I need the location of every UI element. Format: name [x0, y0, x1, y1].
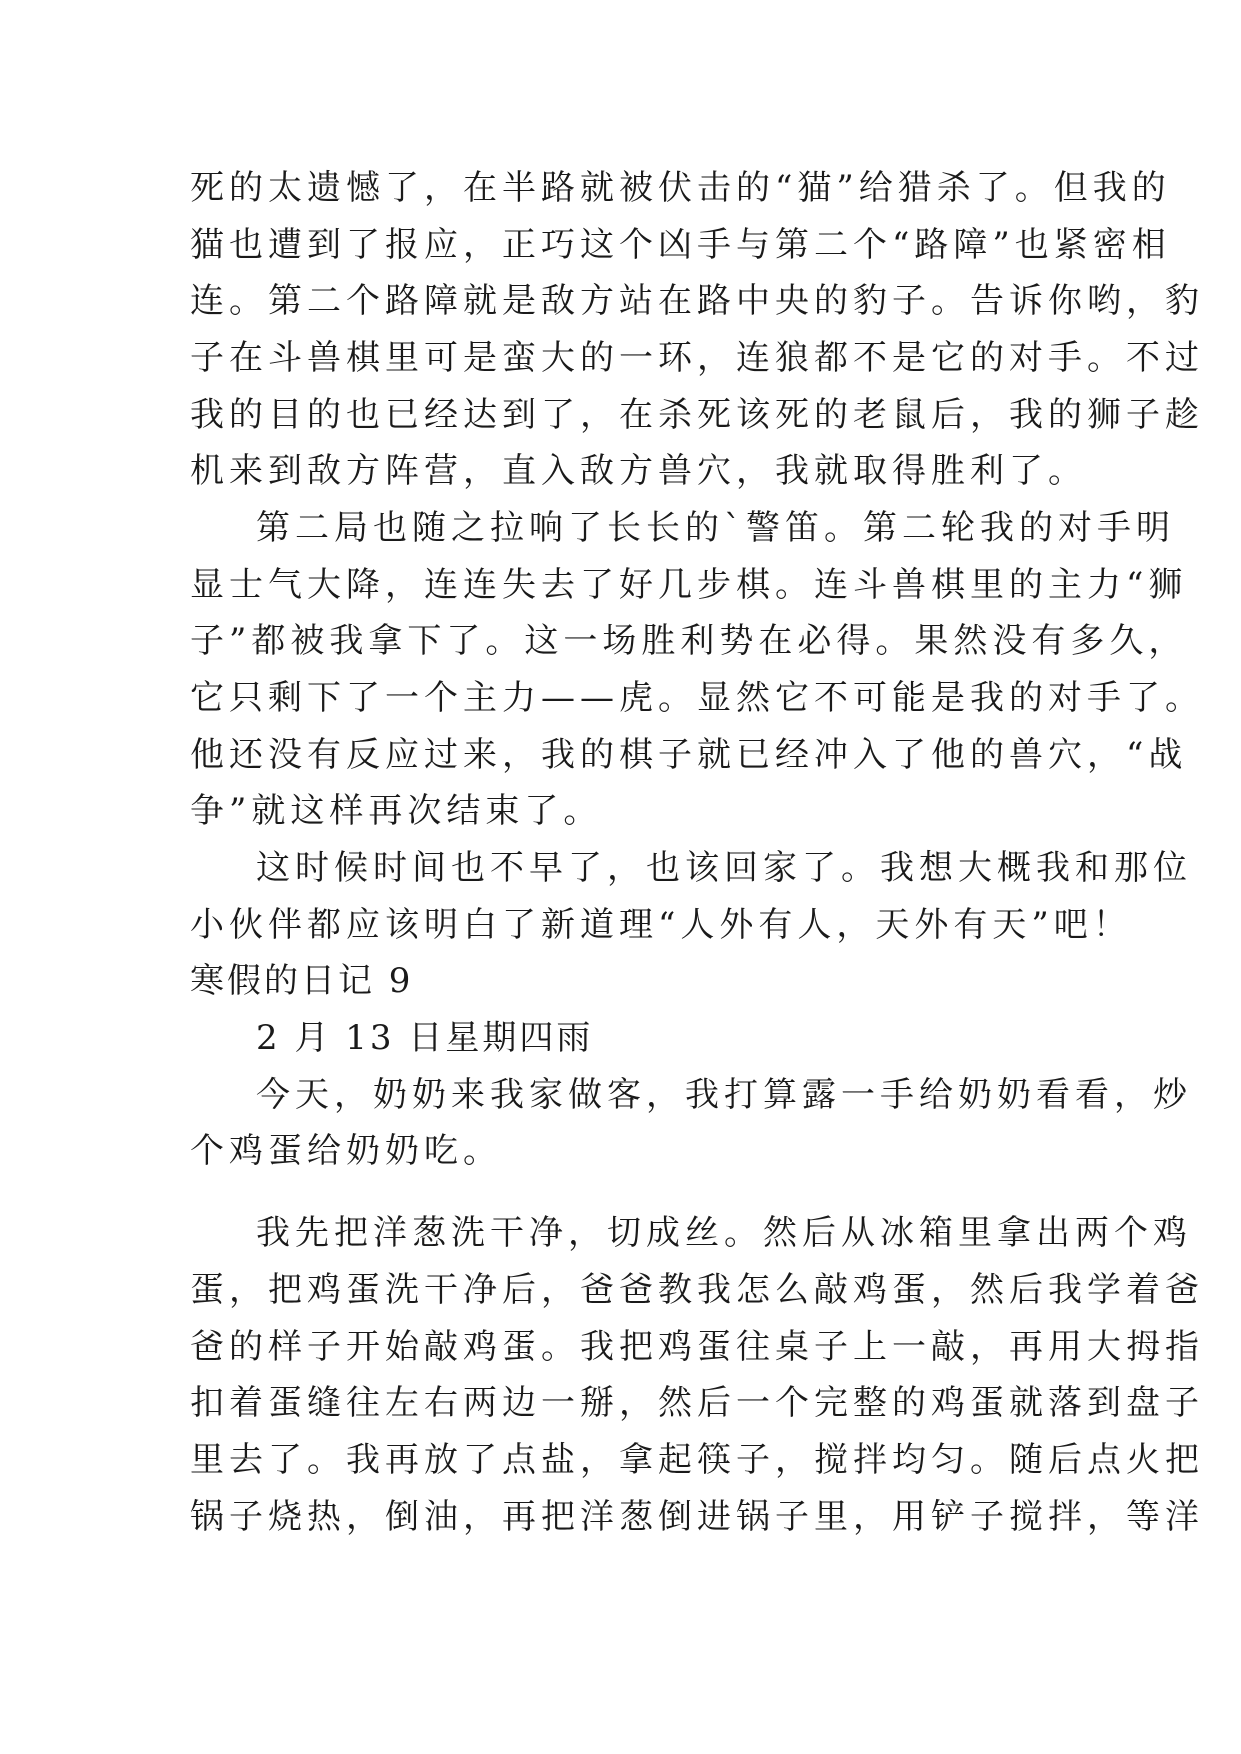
paragraph-line: 我的目的也已经达到了，在杀死该死的老鼠后，我的狮子趁 [190, 395, 1204, 435]
paragraph-line: 扣着蛋缝往左右两边一掰，然后一个完整的鸡蛋就落到盘子 [190, 1383, 1204, 1423]
paragraph-line: 猫也遭到了报应，正巧这个凶手与第二个“路障”也紧密相 [190, 225, 1171, 265]
paragraph-line: 显士气大降，连连失去了好几步棋。连斗兽棋里的主力“狮 [190, 565, 1188, 605]
paragraph-line: 蛋，把鸡蛋洗干净后，爸爸教我怎么敲鸡蛋，然后我学着爸 [190, 1270, 1204, 1310]
paragraph-line: 子”都被我拿下了。这一场胜利势在必得。果然没有多久， [190, 621, 1188, 661]
paragraph-line: 今天，奶奶来我家做客，我打算露一手给奶奶看看，炒 [256, 1075, 1192, 1115]
paragraph-line: 死的太遗憾了，在半路就被伏击的“猫”给猎杀了。但我的 [190, 168, 1171, 208]
paragraph-line: 争”就这样再次结束了。 [190, 791, 603, 831]
section-title: 寒假的日记 9 [190, 961, 414, 1001]
paragraph-line: 他还没有反应过来，我的棋子就已经冲入了他的兽穴，“战 [190, 735, 1188, 775]
paragraph-line: 锅子烧热，倒油，再把洋葱倒进锅子里，用铲子搅拌，等洋 [190, 1497, 1204, 1537]
paragraph-line: 个鸡蛋给奶奶吃。 [190, 1131, 502, 1171]
paragraph-line: 我先把洋葱洗干净，切成丝。然后从冰箱里拿出两个鸡 [256, 1213, 1192, 1253]
paragraph-line: 这时候时间也不早了，也该回家了。我想大概我和那位 [256, 848, 1192, 888]
paragraph-line: 小伙伴都应该明白了新道理“人外有人，天外有天”吧！ [190, 905, 1132, 945]
paragraph-line: 子在斗兽棋里可是蛮大的一环，连狼都不是它的对手。不过 [190, 338, 1204, 378]
paragraph-line: 它只剩下了一个主力——虎。显然它不可能是我的对手了。 [190, 678, 1204, 718]
paragraph-line: 里去了。我再放了点盐，拿起筷子，搅拌均匀。随后点火把 [190, 1440, 1204, 1480]
paragraph-line: 第二局也随之拉响了长长的`警笛。第二轮我的对手明 [256, 508, 1175, 548]
paragraph-line: 连。第二个路障就是敌方站在路中央的豹子。告诉你哟，豹 [190, 281, 1204, 321]
paragraph-line: 爸的样子开始敲鸡蛋。我把鸡蛋往桌子上一敲，再用大拇指 [190, 1327, 1204, 1367]
date-line: 2 月 13 日星期四雨 [256, 1018, 594, 1058]
paragraph-line: 机来到敌方阵营，直入敌方兽穴，我就取得胜利了。 [190, 451, 1087, 491]
